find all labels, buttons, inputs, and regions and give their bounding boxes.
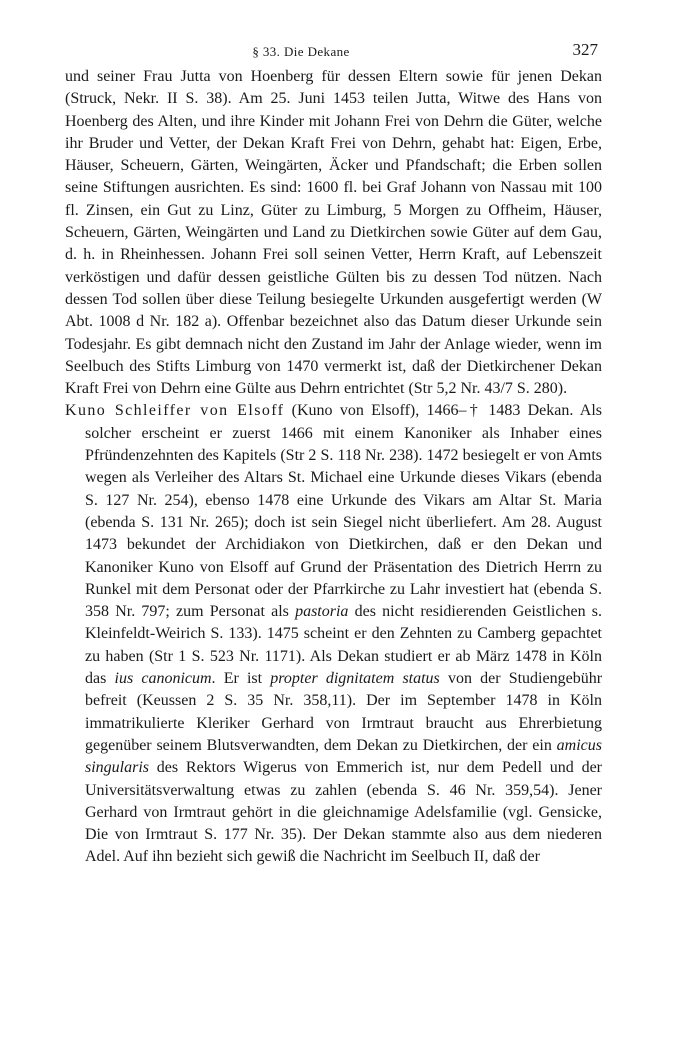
body-text bbox=[65, 66, 602, 869]
entry-text: . Er ist bbox=[211, 670, 271, 688]
entry-text: des Rektors Wigerus von Emmerich ist, nur dem Pedell und der Universitätsverwaltung etwas zu zahlen (ebenda S. 46 Nr. 359,54). Jener Gerhard von Irmtraut gehört in die gleichnamige Adelsfamilie (vgl. Gensicke, Die von Irmtraut S. 177 Nr. 35). Der Dekan stammte also aus dem niederen Adel. Auf ihn bezieht sich gewiß die Nachricht im Seelbuch II, daß der bbox=[85, 759, 602, 866]
paragraph-kraft-frei: und seiner Frau Jutta von Hoenberg für dessen Eltern sowie für jenen Dekan (Struck, Nekr. II S. 38). Am 25. Juni 1453 teilen Jutta, Witwe des Hans von Hoenberg des Alten, und ihre Kinder mit Johann Frei von Dehrn die Güter, welche ihr Bruder und Vetter, der Dekan Kraft Frei von Dehrn, gehabt hat: Eigen, Erbe, Häuser, Scheuern, Gärten, Weingärten, Äcker und Pfandschaft; die Erben sollen seine Stiftungen ausrichten. Es sind: 1600 fl. bei Graf Johann von Nassau mit 100 fl. Zinsen, ein Gut zu Linz, Güter zu Limburg, 5 Morgen zu Offheim, Häuser, Scheuern, Gärten, Weingärten und Land zu Dietkirchen sowie Güter auf dem Gau, d. h. in Rheinhessen. Johann Frei soll seinen Vetter, Herrn Kraft, auf Lebenszeit verköstigen und dafür dessen geistliche Gülten bis zu dessen Tod nützen. Nach dessen Tod sollen über diese Teilung besiegelte Urkunden ausgefertigt werden (W Abt. 1008 d Nr. 182 a). Offenbar bezeichnet also das Datum dieser Urkunde sein Todesjahr. Es gibt demnach nicht den Zustand im Jahr der Anlage wieder, wenn im Seelbuch des Stifts Limburg von 1470 vermerkt ist, daß der Dietkirchener Dekan Kraft Frei von Dehrn eine Gülte aus Dehrn entrichtet (Str 5,2 Nr. 43/7 S. 280). bbox=[65, 68, 602, 398]
latin-term: amicus singularis bbox=[85, 736, 602, 777]
running-head: § 33. Die Dekane bbox=[252, 44, 350, 59]
latin-term: propter dignitatem status bbox=[270, 670, 440, 688]
entry-text: von der Studiengebühr befreit (Keussen 2 S. 35 Nr. 358,11). Der im September 1478 in Köln immatrikulierte Kleriker Gerhard von Irmtraut braucht aus Ehrerbietung gegenüber seinem Blutsverwandten, dem Dekan zu Dietkirchen, der ein bbox=[85, 670, 603, 754]
page-number: 327 bbox=[572, 40, 598, 59]
entry-kuno-schleiffer bbox=[65, 400, 602, 868]
entry-text: (Kuno von Elsoff), 1466–† 1483 Dekan. Als solcher erscheint er zuerst 1466 mit einem Kanoniker als Inhaber eines Pfründenzehnten des Kapitels (Str 2 S. 118 Nr. 238). 1472 besiegelt er von Amts wegen als Verleiher des Altars St. Michael eine Urkunde dieses Vikars (ebenda S. 127 Nr. 254), ebenso 1478 eine Urkunde des Vikars am Altar St. Maria (ebenda S. 131 Nr. 265); doch ist sein Siegel nicht überliefert. Am 28. August 1473 bekundet der Archidiakon von Dietkirchen, daß er den Dekan und Kanoniker Kuno von Elsoff auf Grund der Präsentation des Dietrich Herrn zu Runkel mit dem Personat oder der Pfarrkirche zu Lahr investiert hat (ebenda S. 358 Nr. 797; zum Personat als bbox=[85, 402, 603, 621]
latin-term: pastoria bbox=[295, 603, 349, 621]
entry-text: des nicht residierenden Geistlichen s. Kleinfeldt-Weirich S. 133). 1475 scheint er den Zehnten zu Camberg gepachtet zu haben (Str 1 S. 523 Nr. 1171). Als Dekan studiert er ab März 1478 in Köln das bbox=[85, 603, 602, 688]
latin-term: ius canonicum bbox=[114, 670, 212, 688]
entry-name: Kuno Schleiffer von Elsoff bbox=[65, 402, 285, 420]
page-header bbox=[0, 40, 700, 64]
